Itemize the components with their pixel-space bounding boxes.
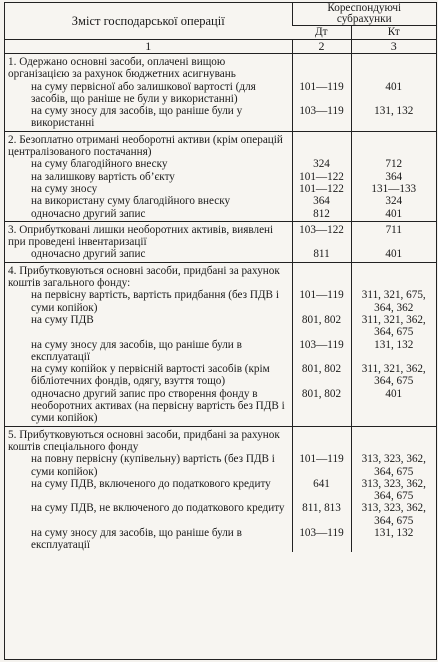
entry-credit: 311, 321, 362, 364, 675	[351, 363, 436, 388]
entry-debit: 801, 802	[292, 363, 351, 388]
entry-credit: 324	[351, 195, 436, 207]
section-title: 3. Оприбутковані лишки необоротних активів, виявлені при проведені інвентаризації	[8, 223, 274, 249]
entry-text: на суму ПДВ	[31, 313, 94, 326]
entry-credit: 401	[351, 248, 436, 262]
entry-text: на суму зносу	[31, 182, 98, 195]
entry-debit: 103—119	[292, 105, 351, 131]
entry-debit: 801, 802	[292, 388, 351, 426]
accounting-table-page	[4, 2, 437, 660]
entry-debit: 101—119	[292, 289, 351, 314]
entry-text: на суму ПДВ, не включеного до податкового кредиту	[31, 502, 285, 515]
entry-credit: 131, 132	[351, 527, 436, 552]
section-title: 2. Безоплатно отримані необоротні активи (крім операцій централізованого постачання)	[8, 133, 283, 159]
entry-credit: 313, 323, 362, 364, 675	[351, 502, 436, 527]
entry-text: на суму зносу для засобів, що раніше були в експлуатації	[31, 338, 242, 363]
section-title: 5. Прибутковуються основні засоби, придбані за рахунок коштів спеціального фонду	[8, 428, 280, 453]
correspondence-table	[5, 3, 436, 552]
column-number-1: 1	[5, 40, 292, 54]
entry-credit: 313, 323, 362, 364, 675	[351, 478, 436, 503]
entry-text: на суму копійок у первісній вартості засобів (крім бібліотечних фондів, одягу, взуття тощо)	[31, 363, 270, 388]
section-debit: 103—122	[292, 221, 351, 248]
entry-credit: 401	[351, 388, 436, 426]
entry-debit: 101—122	[292, 171, 351, 183]
header-corr-line2: субрахунки	[336, 13, 392, 25]
column-number-3: 3	[351, 40, 436, 54]
entry-debit: 364	[292, 195, 351, 207]
entry-credit: 131, 132	[351, 339, 436, 364]
entry-text: одночасно другий запис про створення фонду в необоротних активах (на первісну вартість без ПДВ і суми копійок)	[5, 388, 292, 426]
section-title: 4. Прибутковуються основні засоби, придбані за рахунок коштів загального фонду:	[8, 264, 280, 290]
entry-text: на використану суму благодійного внеску	[31, 195, 231, 208]
entry-credit: 311, 321, 362, 364, 675	[351, 314, 436, 339]
entry-credit: 364	[351, 171, 436, 183]
entry-text: на первісну вартість, вартість придбання (без ПДВ і суми копійок)	[31, 289, 279, 314]
entry-credit: 313, 323, 362, 364, 675	[351, 453, 436, 478]
entry-debit: 103—119	[292, 339, 351, 364]
section-credit: 711	[351, 221, 436, 248]
entry-text: на суму зносу для засобів, що раніше були у використанні	[5, 105, 292, 131]
entry-text: на суму ПДВ, включеного до податкового кредиту	[31, 477, 271, 490]
entry-debit: 801, 802	[292, 314, 351, 339]
entry-credit: 131, 132	[351, 105, 436, 131]
entry-debit: 103—119	[292, 527, 351, 552]
entry-text: одночасно другий запис	[5, 248, 292, 262]
entry-debit: 101—119	[292, 81, 351, 106]
section-title: 1. Одержано основні засоби, оплачені вищою організацією за рахунок бюджетних асигнувань	[8, 56, 236, 81]
entry-credit: 131—133	[351, 183, 436, 195]
header-kt: Кт	[351, 26, 436, 40]
entry-debit: 811, 813	[292, 502, 351, 527]
entry-debit: 812	[292, 208, 351, 222]
entry-credit: 401	[351, 208, 436, 222]
entry-text: на залишкову вартість об’єкту	[31, 170, 175, 183]
entry-text: на повну первісну (купівельну) вартість (без ПДВ і суми копійок)	[31, 453, 275, 478]
entry-debit: 101—119	[292, 453, 351, 478]
entry-credit: 311, 321, 675, 364, 362	[351, 289, 436, 314]
entry-debit: 811	[292, 248, 351, 262]
header-content: Зміст господарської операції	[5, 3, 292, 40]
header-corr-line1: Кореспондуючі	[327, 2, 402, 14]
entry-credit: 401	[351, 81, 436, 106]
entry-debit: 101—122	[292, 183, 351, 195]
entry-debit: 641	[292, 478, 351, 503]
entry-text: одночасно другий запис	[5, 208, 292, 222]
entry-credit: 712	[351, 158, 436, 170]
entry-text: на суму зносу для засобів, що раніше були в експлуатації	[31, 526, 242, 552]
header-correspondence	[292, 3, 436, 26]
column-number-2: 2	[292, 40, 351, 54]
header-dt: Дт	[292, 26, 351, 40]
entry-text: на суму первісної або залишкової вартості (для засобів, що раніше не були у використанні)	[31, 80, 256, 105]
entry-debit: 324	[292, 158, 351, 170]
entry-text: на суму благодійного внеску	[31, 158, 168, 171]
